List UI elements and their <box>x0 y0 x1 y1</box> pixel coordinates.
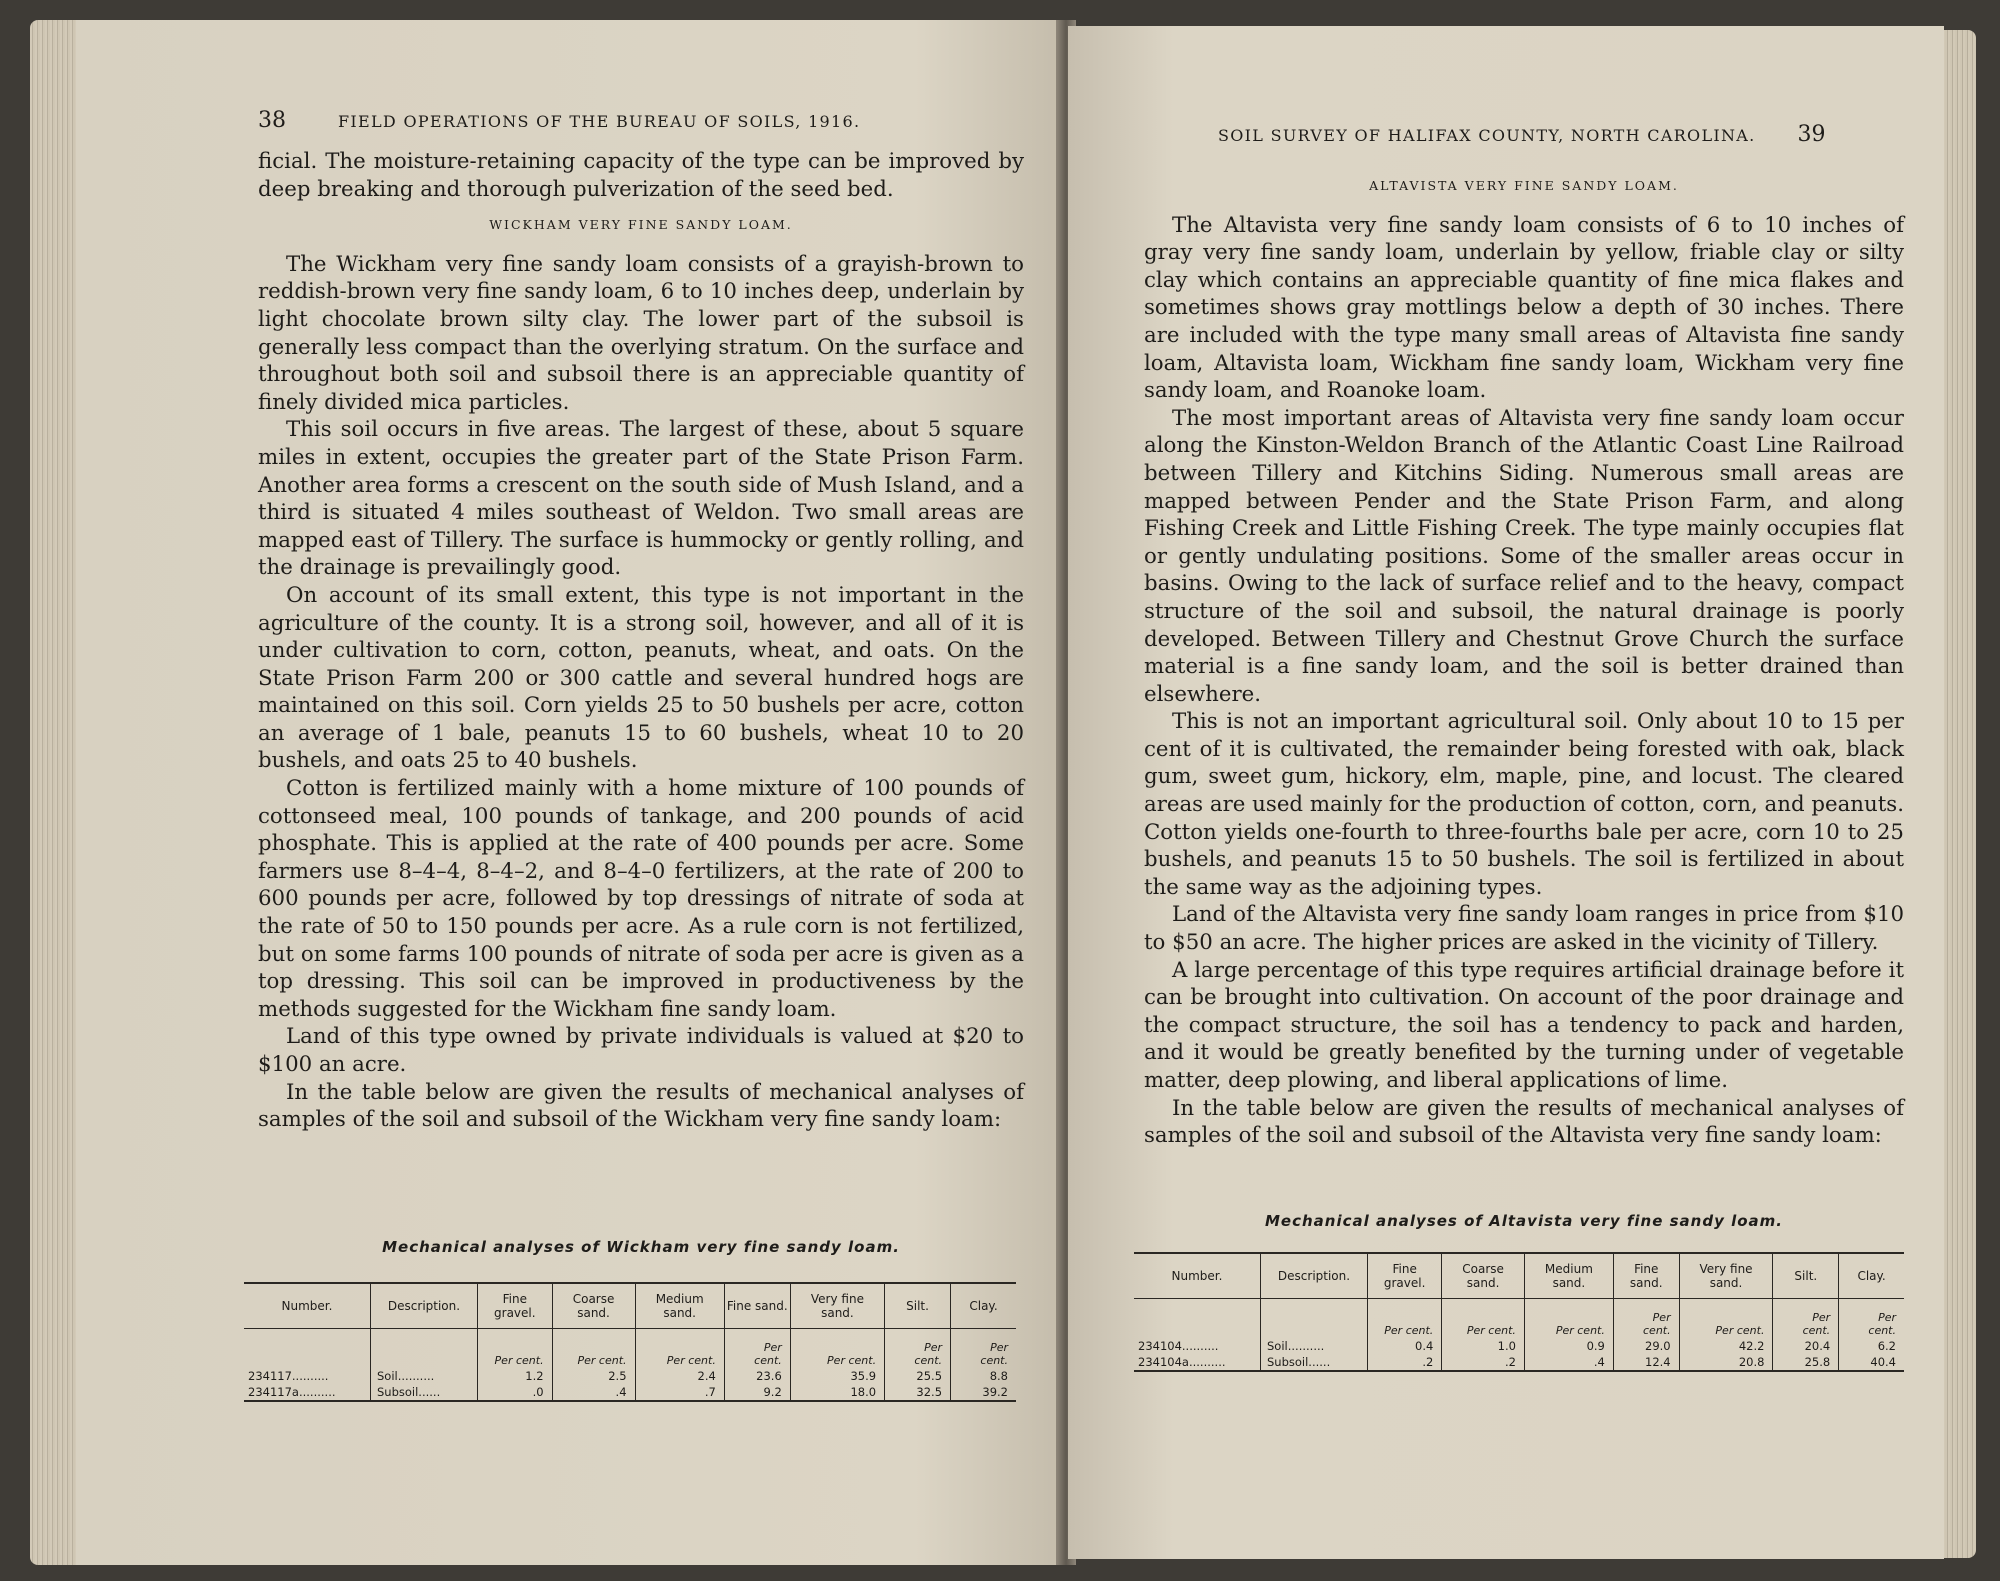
sample-description: Subsoil...... <box>371 1384 478 1401</box>
paragraph: ficial. The moisture-retaining capacity of the type can be improved by deep breaking and thorough pulverization of the seed bed. <box>258 149 1024 202</box>
table-cell: 0.9 <box>1524 1338 1613 1354</box>
table-cell: 8.8 <box>951 1368 1016 1384</box>
left-table-caption: Mechanical analyses of Wickham very fine sandy loam. <box>382 1238 900 1256</box>
column-header: Clay. <box>1839 1253 1904 1299</box>
paragraph: This is not an important agricultural soil. Only about 10 to 15 per cent of it is cultivated, the remainder being forested with oak, black gum, sweet gum, hickory, elm, maple, pine, and locust. The cleared areas are used mainly for the production of cotton, corn, and peanuts. Cotton yields one-fourth to three-fourths bale per acre, corn 10 to 25 bushels, and peanuts 15 to 50 bushels. The soil is fertilized in about the same way as the adjoining types. <box>1144 709 1904 900</box>
section-heading: WICKHAM VERY FINE SANDY LOAM. <box>489 217 793 233</box>
right-analysis-table <box>1134 1252 1904 1372</box>
right-table-caption: Mechanical analyses of Altavista very fine sandy loam. <box>1265 1212 1783 1230</box>
table-cell: 25.5 <box>885 1368 951 1384</box>
table-cell: 40.4 <box>1839 1354 1904 1371</box>
paragraph: The most important areas of Altavista very fine sandy loam occur along the Kinston-Weldon Branch of the Atlantic Coast Line Railroad between Tillery and Kitchins Siding. Numerous small areas are mapped between Pender and the State Prison Farm, and along Fishing Creek and Little Fishing Creek. The type mainly occupies flat or gently undulating positions. Some of the smaller areas occur in basins. Owing to the lack of surface relief and to the heavy, compact structure of the soil and subsoil, the natural drainage is poorly developed. Between Tillery and Chestnut Grove Church the surface material is a fine sandy loam, and the soil is better drained than elsewhere. <box>1144 405 1904 707</box>
left-running-head <box>258 108 860 133</box>
sample-number: 234104a.......... <box>1138 1355 1226 1369</box>
paragraph: Land of this type owned by private individuals is valued at $20 to $100 an acre. <box>258 1024 1024 1077</box>
left-page-number: 38 <box>258 108 286 133</box>
table-cell: 12.4 <box>1613 1354 1679 1371</box>
column-header: Number. <box>1134 1253 1261 1299</box>
table-cell: 32.5 <box>885 1384 951 1401</box>
column-header: Silt. <box>885 1283 951 1329</box>
table-row <box>1134 1354 1904 1371</box>
table-cell: 9.2 <box>724 1384 790 1401</box>
right-running-title: SOIL SURVEY OF HALIFAX COUNTY, NORTH CAROLINA. <box>1218 126 1756 145</box>
table-cell: 0.4 <box>1368 1338 1442 1354</box>
paragraph: On account of its small extent, this type is not important in the agriculture of the county. It is a strong soil, however, and all of it is under cultivation to corn, cotton, peanuts, wheat, and oats. On the State Prison Farm 200 or 300 cattle and several hundred hogs are maintained on this soil. Corn yields 25 to 50 bushels per acre, cotton an average of 1 bale, peanuts 15 to 60 bushels, wheat 10 to 20 bushels, and oats 25 to 40 bushels. <box>258 582 1024 774</box>
unit-label: Per cent. <box>1524 1299 1613 1339</box>
column-header: Coarse sand. <box>1442 1253 1525 1299</box>
table-cell: .4 <box>552 1384 635 1401</box>
left-body-text <box>258 148 1024 1134</box>
unit-label: Per cent. <box>1442 1299 1525 1339</box>
paragraph: This soil occurs in five areas. The largest of these, about 5 square miles in extent, occupies the greater part of the State Prison Farm. Another area forms a crescent on the south side of Mush Island, and a third is situated 4 miles southeast of Weldon. Two small areas are mapped east of Tillery. The surface is hummocky or gently rolling, and the drainage is prevailingly good. <box>258 417 1024 581</box>
unit-label: Per cent. <box>1773 1299 1839 1339</box>
table-cell: 39.2 <box>951 1384 1016 1401</box>
paragraph: A large percentage of this type requires artificial drainage before it can be brought into cultivation. On account of the poor drainage and the compact structure, the soil has a tendency to pack and harden, and it would be greatly benefited by the turning under of vegetable matter, deep plowing, and liberal applications of lime. <box>1144 957 1904 1093</box>
table-cell: .2 <box>1442 1354 1525 1371</box>
column-header: Fine gravel. <box>1368 1253 1442 1299</box>
column-header: Description. <box>1261 1253 1368 1299</box>
unit-label: Per cent. <box>1679 1299 1773 1339</box>
column-header: Coarse sand. <box>552 1283 635 1329</box>
table-cell: .4 <box>1524 1354 1613 1371</box>
column-header: Very fine sand. <box>790 1283 884 1329</box>
left-page <box>76 20 1064 1565</box>
unit-label: Per cent. <box>951 1329 1016 1369</box>
paragraph: In the table below are given the results of mechanical analyses of samples of the soil and subsoil of the Altavista very fine sandy loam: <box>1144 1095 1904 1149</box>
column-header: Medium sand. <box>1524 1253 1613 1299</box>
right-page <box>1068 26 1944 1559</box>
left-analysis-table <box>244 1282 1016 1402</box>
right-running-head <box>1218 122 1826 147</box>
unit-label: Per cent. <box>724 1329 790 1369</box>
section-heading: ALTAVISTA VERY FINE SANDY LOAM. <box>1369 178 1679 193</box>
unit-label: Per cent. <box>1368 1299 1442 1339</box>
column-header: Very fine sand. <box>1679 1253 1773 1299</box>
column-header: Fine sand. <box>1613 1253 1679 1299</box>
unit-label: Per cent. <box>1613 1299 1679 1339</box>
table-cell: .0 <box>478 1384 553 1401</box>
left-running-title: FIELD OPERATIONS OF THE BUREAU OF SOILS, 1916. <box>338 112 861 131</box>
sample-description: Soil.......... <box>371 1368 478 1384</box>
table-cell: .7 <box>635 1384 724 1401</box>
sample-number: 234117a.......... <box>248 1385 336 1399</box>
unit-label: Per cent. <box>635 1329 724 1369</box>
book-spread <box>30 20 1976 1565</box>
column-header: Silt. <box>1773 1253 1839 1299</box>
table-cell: 23.6 <box>724 1368 790 1384</box>
sample-description: Subsoil...... <box>1261 1354 1368 1371</box>
paragraph: In the table below are given the results of mechanical analyses of samples of the soil and subsoil of the Wickham very fine sandy loam: <box>258 1079 1024 1133</box>
paragraph: Cotton is fertilized mainly with a home mixture of 100 pounds of cottonseed meal, 100 pounds of tankage, and 200 pounds of acid phosphate. This is applied at the rate of 400 pounds per acre. Some farmers use 8–4–4, 8–4–2, and 8–4–0 fertilizers, at the rate of 200 to 600 pounds per acre, followed by top dressings of nitrate of soda at the rate of 50 to 150 pounds per acre. As a rule corn is not fertilized, but on some farms 100 pounds of nitrate of soda per acre is given as a top dressing. This soil can be improved in productiveness by the methods suggested for the Wickham fine sandy loam. <box>258 776 1024 1022</box>
unit-label: Per cent. <box>1839 1299 1904 1339</box>
right-body-text <box>1144 168 1904 1150</box>
table-cell: 6.2 <box>1839 1338 1904 1354</box>
table-cell: 20.4 <box>1773 1338 1839 1354</box>
page-edges-right <box>1940 30 1976 1558</box>
table-row <box>1134 1338 1904 1354</box>
table-cell: 35.9 <box>790 1368 884 1384</box>
table-cell: 20.8 <box>1679 1354 1773 1371</box>
column-header: Clay. <box>951 1283 1016 1329</box>
column-header: Medium sand. <box>635 1283 724 1329</box>
sample-number: 234117.......... <box>248 1369 329 1383</box>
paragraph: The Wickham very fine sandy loam consists of a grayish-brown to reddish-brown very fine sandy loam, 6 to 10 inches deep, underlain by light chocolate brown silty clay. The lower part of the subsoil is generally less compact than the overlying stratum. On the surface and throughout both soil and subsoil there is an appreciable quantity of finely divided mica particles. <box>258 251 1024 415</box>
table-cell: 2.4 <box>635 1368 724 1384</box>
table-cell: 25.8 <box>1773 1354 1839 1371</box>
column-header: Fine gravel. <box>478 1283 553 1329</box>
sample-number: 234104.......... <box>1138 1339 1219 1353</box>
table-cell: 1.0 <box>1442 1338 1525 1354</box>
table-row <box>244 1368 1016 1384</box>
table-cell: 18.0 <box>790 1384 884 1401</box>
table-cell: 42.2 <box>1679 1338 1773 1354</box>
paragraph: The Altavista very fine sandy loam consists of 6 to 10 inches of gray very fine sandy loam, underlain by yellow, friable clay or silty clay which contains an appreciable quantity of fine mica flakes and sometimes shows gray mottlings below a depth of 30 inches. There are included with the type many small areas of Altavista fine sandy loam, Altavista loam, Wickham fine sandy loam, Wickham very fine sandy loam, and Roanoke loam. <box>1144 212 1904 404</box>
unit-label: Per cent. <box>478 1329 553 1369</box>
table-cell: .2 <box>1368 1354 1442 1371</box>
column-header: Number. <box>244 1283 371 1329</box>
unit-label: Per cent. <box>885 1329 951 1369</box>
right-page-number: 39 <box>1797 122 1826 147</box>
table-cell: 2.5 <box>552 1368 635 1384</box>
column-header: Fine sand. <box>724 1283 790 1329</box>
table-cell: 1.2 <box>478 1368 553 1384</box>
paragraph: Land of the Altavista very fine sandy loam ranges in price from $10 to $50 an acre. The higher prices are asked in the vicinity of Tillery. <box>1144 902 1904 956</box>
table-row <box>244 1384 1016 1401</box>
column-header: Description. <box>371 1283 478 1329</box>
unit-label: Per cent. <box>790 1329 884 1369</box>
sample-description: Soil.......... <box>1261 1338 1368 1354</box>
table-cell: 29.0 <box>1613 1338 1679 1354</box>
unit-label: Per cent. <box>552 1329 635 1369</box>
